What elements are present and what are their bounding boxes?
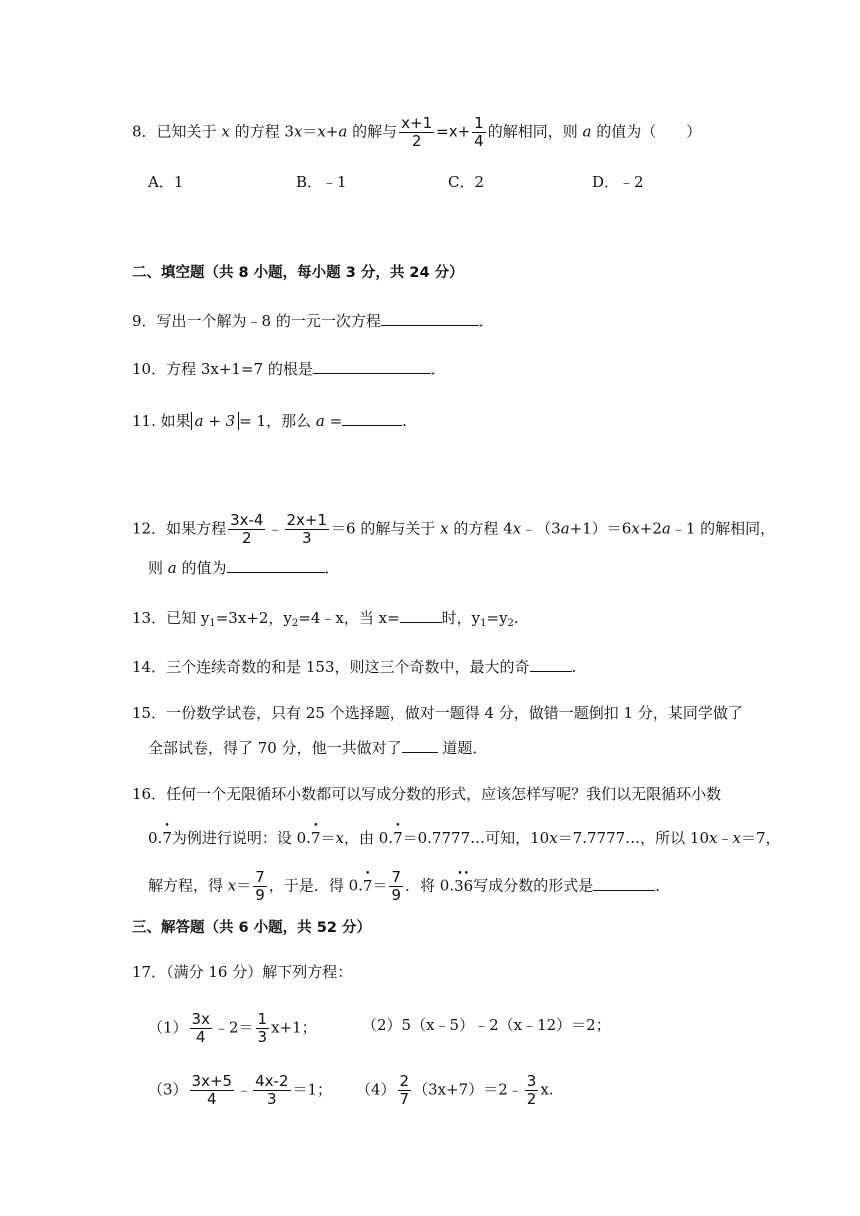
answer-blank [402, 736, 438, 753]
q16-text: 0. [148, 829, 163, 847]
answer-blank [400, 606, 442, 623]
q11-text: 11. 如果 [132, 412, 191, 430]
q11-text: = 1，那么 [239, 412, 316, 430]
repeating-digit: • 7 [162, 828, 172, 848]
var-a: a [661, 519, 671, 538]
question-16-line2 [148, 828, 781, 848]
question-15-line2 [148, 736, 487, 758]
abs-expression: a + 3 [194, 412, 236, 430]
var-x: x [512, 519, 522, 538]
q12-text: +2 [639, 519, 662, 538]
fraction [399, 115, 434, 150]
question-15: 15．一份数学试卷，只有 25 个选择题，做对一题得 4 分，做错一题倒扣 1 分，某同学做了 [132, 704, 743, 722]
q8-text: ＝ [302, 122, 318, 141]
q17-text: x. [540, 1080, 554, 1099]
numerator: 3 [526, 1072, 537, 1090]
section-heading: 二、填空题（共 8 小题，每小题 3 分，共 24 分） [132, 265, 464, 281]
answer-blank [227, 556, 325, 573]
q8-options [148, 172, 708, 192]
q13-text: 时，y [441, 609, 481, 627]
q13-text: =y [486, 609, 508, 627]
q8-text: 的解相同，则 [487, 122, 583, 141]
q17-part-3 [148, 1073, 332, 1108]
q13-text: =4﹣x，当 x= [298, 609, 400, 627]
var-x: x [293, 122, 303, 141]
subscript: 1 [209, 618, 216, 629]
section-heading: 三、解答题（共 6 小题，共 52 分） [132, 920, 371, 936]
var-x: x [709, 829, 718, 847]
numerator: 1 [474, 114, 484, 132]
var-x: x [317, 122, 326, 141]
numerator: 2x+1 [286, 511, 328, 529]
q16-text: ＝7， [740, 829, 781, 847]
q9-end: ． [478, 312, 494, 330]
q17-text: ﹣ [236, 1080, 252, 1099]
denominator: 7 [399, 1090, 410, 1108]
var-a: a [167, 559, 177, 577]
q16-text: ．将 0. [405, 876, 455, 895]
numerator: x+1 [401, 114, 433, 132]
denominator: 2 [411, 132, 422, 150]
fraction [228, 512, 265, 547]
q16-text: ＝ [372, 876, 388, 895]
q10-end: ． [430, 360, 446, 378]
q15-text: 道题． [437, 739, 488, 757]
numerator: 3x [191, 1010, 210, 1028]
q13-text: =3x+2，y [215, 609, 292, 627]
fraction [190, 1073, 235, 1108]
q13-text: 13．已知 y [132, 609, 210, 627]
question-9 [132, 309, 494, 331]
denominator: 3 [267, 1090, 277, 1108]
fraction [398, 1073, 412, 1108]
q16-text: ＝7.7777…，所以 10 [557, 829, 710, 847]
part-label: （3） [148, 1080, 188, 1099]
answer-blank [530, 655, 572, 672]
repeating-digit: • 7 [393, 828, 403, 848]
subscript: 2 [507, 618, 514, 629]
option-c: C．2 [448, 173, 485, 191]
fraction [253, 869, 267, 904]
q16-text: ＝ [320, 829, 336, 847]
q17-text: （3x+7）＝2﹣ [413, 1080, 523, 1099]
q12-text: 则 [148, 559, 168, 577]
question-16-line3 [148, 869, 670, 904]
var-x: x [335, 829, 344, 847]
denominator: 2 [242, 529, 252, 547]
denominator: 9 [255, 886, 265, 904]
question-17: 17．（满分 16 分）解下列方程： [132, 963, 353, 981]
answer-blank [593, 874, 655, 891]
q12-text: ﹣ [267, 519, 283, 538]
var-a: a [315, 412, 325, 430]
q10-text: 10．方程 3x+1=7 的根是 [132, 360, 313, 378]
fraction [525, 1073, 539, 1108]
q14-text: 14．三个连续奇数的和是 153，则这三个奇数中，最大的奇 [132, 658, 530, 676]
q17-part-2: （2）5（x﹣5）﹣2（x﹣12）＝2； [362, 1016, 611, 1034]
answer-blank [342, 409, 402, 426]
subscript: 1 [480, 618, 487, 629]
numerator: 3x-4 [230, 511, 264, 529]
q11-end: . [402, 412, 407, 430]
q16-text: ，由 0. [343, 829, 394, 847]
option-d: D．﹣2 [592, 173, 644, 191]
denominator: 3 [302, 529, 312, 547]
fraction [256, 1011, 270, 1046]
denominator: 9 [391, 886, 402, 904]
q12-end: ． [324, 559, 340, 577]
question-16: 16．任何一个无限循环小数都可以写成分数的形式，应该怎样写呢？我们以无限循环小数 [132, 785, 722, 803]
q16-text: ，于是．得 0. [268, 876, 363, 895]
var-x: x [227, 876, 237, 895]
q8-text: 的值为（ ） [591, 122, 702, 141]
q17-text: ＝1； [292, 1080, 333, 1099]
q16-text: 为例进行说明：设 0. [171, 829, 311, 847]
var-x: x [732, 829, 741, 847]
q15-text: 全部试卷，得了 70 分，他一共做对了 [148, 739, 402, 757]
q12-text: ﹣1 的解相同， [670, 519, 776, 538]
q8-text: + [325, 122, 339, 141]
fraction [253, 1073, 290, 1108]
question-11 [132, 409, 407, 431]
option-a: A．1 [148, 173, 184, 191]
q16-text: ﹣ [717, 829, 733, 847]
q17-text: x+1； [271, 1018, 317, 1037]
q16-text: ＝ [236, 876, 252, 895]
q17-text: ﹣2＝ [213, 1018, 254, 1037]
repeating-digit: • 7 [311, 828, 321, 848]
q12-text: +1）＝6 [569, 519, 632, 538]
q8-text: =x+ [436, 122, 471, 141]
part-label: （4） [356, 1080, 396, 1099]
q12-text: 12．如果方程 [132, 519, 227, 538]
denominator: 2 [526, 1090, 537, 1108]
fraction [472, 115, 486, 150]
q12-text: 的方程 4 [448, 519, 513, 538]
var-x: x [631, 519, 640, 538]
repeating-digit: • 7 [363, 876, 373, 896]
subscript: 2 [291, 618, 299, 629]
q16-text: 写成分数的形式是 [473, 876, 594, 895]
denominator: 3 [257, 1028, 268, 1046]
fraction [190, 1011, 212, 1046]
numerator: 3x+5 [191, 1072, 233, 1090]
var-a: a [582, 122, 592, 141]
question-12 [132, 512, 775, 547]
q9-text: 9．写出一个解为﹣8 的一元一次方程 [132, 312, 381, 330]
question-13 [132, 606, 519, 634]
answer-blank [381, 309, 479, 326]
q14-end: . [571, 658, 577, 676]
numerator: 4x-2 [255, 1072, 289, 1090]
q8-text: 的方程 3 [229, 122, 294, 141]
numerator: 7 [255, 868, 265, 886]
q16-end: ． [655, 876, 671, 895]
repeating-digits: •• 36 [454, 876, 473, 896]
numerator: 1 [257, 1010, 268, 1028]
denominator: 4 [474, 132, 484, 150]
answer-blank [313, 357, 431, 374]
q8-number: 8． [132, 122, 157, 141]
question-12-line2 [148, 556, 340, 578]
q11-text: = [324, 412, 343, 430]
var-x: x [440, 519, 449, 538]
question-14 [132, 655, 576, 677]
var-x: x [549, 829, 558, 847]
q8-text: 已知关于 [156, 122, 222, 141]
option-b: B．﹣1 [296, 173, 347, 191]
fraction [389, 869, 403, 904]
q8-text: 的解与 [347, 122, 398, 141]
fraction [285, 512, 330, 547]
q13-text: . [513, 609, 519, 627]
var-a: a [338, 122, 348, 141]
denominator: 4 [207, 1090, 217, 1108]
q12-text: ＝6 的解与关于 [331, 519, 441, 538]
q16-text: 解方程，得 [148, 876, 228, 895]
question-10 [132, 357, 446, 379]
var-x: x [221, 122, 230, 141]
numerator: 7 [391, 868, 402, 886]
numerator: 2 [399, 1072, 410, 1090]
question-8 [132, 115, 701, 150]
q12-text: 的值为 [176, 559, 227, 577]
part-label: （1） [148, 1018, 188, 1037]
q17-part-4 [356, 1073, 554, 1108]
q12-text: ﹣（3 [521, 519, 561, 538]
q17-part-1 [148, 1011, 317, 1046]
q16-text: ＝0.7777…可知，10 [402, 829, 550, 847]
var-a: a [560, 519, 570, 538]
absolute-value [191, 412, 240, 430]
denominator: 4 [195, 1028, 206, 1046]
